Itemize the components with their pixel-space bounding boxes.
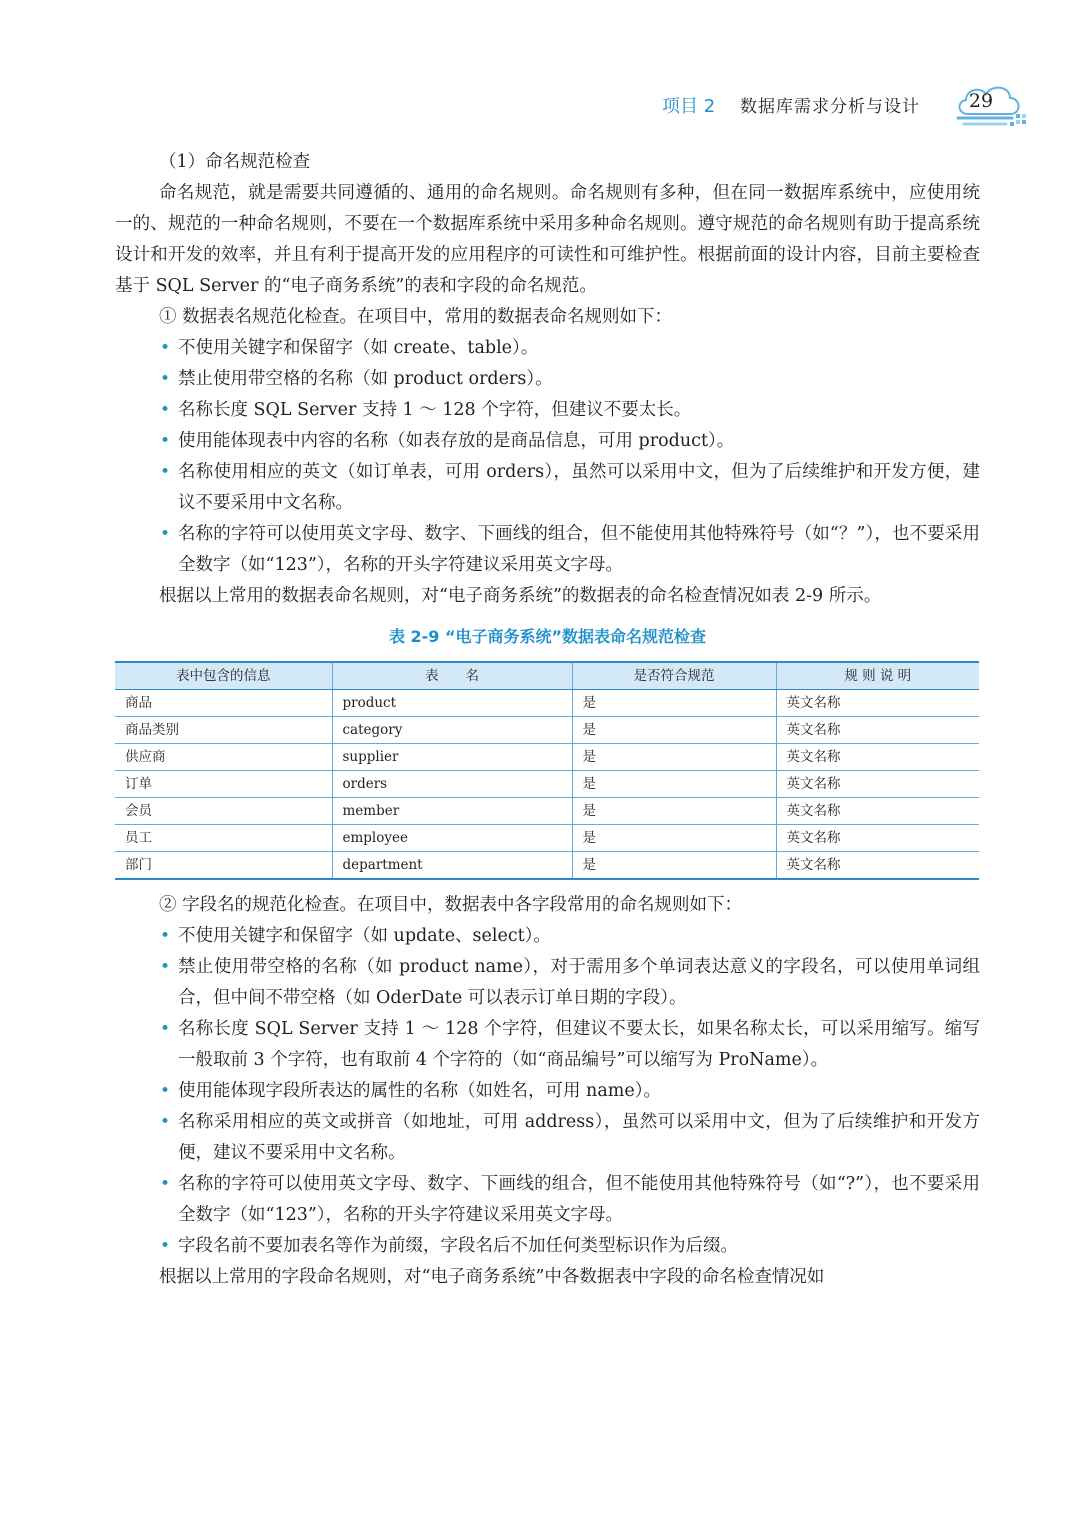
bullet-icon: • [160, 1112, 171, 1132]
bullet-icon: • [160, 462, 171, 482]
header-project: 项目 2 [662, 96, 716, 117]
table-cell: 订单 [115, 771, 332, 798]
bullet-icon: • [160, 369, 171, 389]
table-row [115, 690, 979, 717]
bullet-item [115, 457, 980, 519]
bullet-item [115, 1014, 980, 1076]
bullet-icon: • [160, 926, 171, 946]
table-cell: 英文名称 [776, 825, 979, 852]
bullet-text: 名称长度 SQL Server 支持 1 ～ 128 个字符，但建议不要太长。 [178, 400, 692, 420]
column-header: 表 名 [332, 662, 572, 690]
bullet-item [115, 364, 980, 395]
table-cell: 英文名称 [776, 852, 979, 880]
column-header: 表中包含的信息 [115, 662, 332, 690]
bullet-item [115, 1231, 980, 1262]
table-cell: 商品类别 [115, 717, 332, 744]
table-cell: 是 [572, 771, 776, 798]
bullet-icon: • [160, 400, 171, 420]
table-cell: category [332, 717, 572, 744]
table-row [115, 798, 979, 825]
table-caption: 表 2-9 “电子商务系统”数据表命名规范检查 [388, 627, 707, 646]
table-cell: 英文名称 [776, 771, 979, 798]
bullet-text: 名称长度 SQL Server 支持 1 ～ 128 个字符，但建议不要太长，如果名称太长，可以采用缩写。缩写一般取前 3 个字符，也有取前 4 个字符的（如“商品编号”可以缩写为 ProName）。 [178, 1019, 980, 1070]
bullet-item [115, 1107, 980, 1169]
bullet-icon: • [160, 524, 171, 544]
table-cell: 部门 [115, 852, 332, 880]
table-cell: 是 [572, 852, 776, 880]
table-cell: product [332, 690, 572, 717]
column-header: 是否符合规范 [572, 662, 776, 690]
table-rules-heading: ① 数据表名规范化检查。在项目中，常用的数据表命名规则如下： [159, 307, 673, 327]
bullet-icon: • [160, 1174, 171, 1194]
intro-paragraph: 命名规范，就是需要共同遵循的、通用的命名规则。命名规则有多种，但在同一数据库系统中，应使用统一的、规范的一种命名规则，不要在一个数据库系统中采用多种命名规则。遵守规范的命名规则有助于提高系统设计和开发的效率，并且有利于提高开发的应用程序的可读性和可维护性。根据前面的设计内容，目前主要检查基于 SQL Server 的“电子商务系统”的表和字段的命名规范。 [115, 183, 980, 296]
table-rules-conclusion: 根据以上常用的数据表命名规则，对“电子商务系统”的数据表的命名检查情况如表 2-9 所示。 [159, 586, 882, 606]
bullet-item [115, 952, 980, 1014]
table-row [115, 744, 979, 771]
bullet-text: 名称采用相应的英文或拼音（如地址，可用 address），虽然可以采用中文，但为了后续维护和开发方便，建议不要采用中文名称。 [178, 1112, 980, 1163]
table-cell: 供应商 [115, 744, 332, 771]
section-title: （1）命名规范检查 [159, 152, 311, 172]
table-cell: 是 [572, 798, 776, 825]
bullet-text: 字段名前不要加表名等作为前缀，字段名后不加任何类型标识作为后缀。 [178, 1236, 738, 1256]
table-cell: 英文名称 [776, 798, 979, 825]
bullet-item [115, 519, 980, 581]
bullet-item [115, 395, 980, 426]
table-cell: employee [332, 825, 572, 852]
table-cell: 英文名称 [776, 744, 979, 771]
table-cell: 会员 [115, 798, 332, 825]
column-header: 规 则 说 明 [776, 662, 979, 690]
bullet-item [115, 333, 980, 364]
bullet-icon: • [160, 957, 171, 977]
page-number: 29 [968, 90, 994, 112]
table-cell: 英文名称 [776, 717, 979, 744]
table-cell: member [332, 798, 572, 825]
table-cell: orders [332, 771, 572, 798]
field-rules-conclusion: 根据以上常用的字段命名规则，对“电子商务系统”中各数据表中字段的命名检查情况如 [159, 1267, 825, 1287]
field-rules-heading: ② 字段名的规范化检查。在项目中，数据表中各字段常用的命名规则如下： [159, 895, 743, 915]
bullet-item [115, 1169, 980, 1231]
table-header-row [115, 662, 979, 690]
bullet-text: 禁止使用带空格的名称（如 product orders）。 [178, 369, 553, 389]
table-row [115, 852, 979, 880]
page-header [0, 84, 1088, 134]
bullet-item [115, 1076, 980, 1107]
table-row [115, 717, 979, 744]
bullet-icon: • [160, 431, 171, 451]
table-cell: 英文名称 [776, 690, 979, 717]
bullet-text: 名称的字符可以使用英文字母、数字、下画线的组合，但不能使用其他特殊符号（如“?”），也不要采用全数字（如“123”），名称的开头字符建议采用英文字母。 [178, 1174, 980, 1225]
table-cell: 是 [572, 825, 776, 852]
table-cell: 商品 [115, 690, 332, 717]
table-cell: 是 [572, 744, 776, 771]
bullet-text: 使用能体现表中内容的名称（如表存放的是商品信息，可用 product）。 [178, 431, 735, 451]
header-chapter-title: 数据库需求分析与设计 [740, 97, 920, 117]
bullet-text: 禁止使用带空格的名称（如 product name），对于需用多个单词表达意义的字段名，可以使用单词组合，但中间不带空格（如 OderDate 可以表示订单日期的字段）。 [178, 957, 980, 1008]
naming-check-table [115, 661, 979, 880]
table-cell: 是 [572, 717, 776, 744]
bullet-item [115, 921, 980, 952]
bullet-icon: • [160, 338, 171, 358]
bullet-text: 使用能体现字段所表达的属性的名称（如姓名，可用 name）。 [178, 1081, 661, 1101]
bullet-icon: • [160, 1236, 171, 1256]
page-content [115, 147, 980, 1293]
bullet-text: 名称使用相应的英文（如订单表，可用 orders），虽然可以采用中文，但为了后续维护和开发方便，建议不要采用中文名称。 [178, 462, 980, 513]
bullet-text: 不使用关键字和保留字（如 update、select）。 [178, 926, 551, 946]
table-cell: 是 [572, 690, 776, 717]
table-row [115, 825, 979, 852]
table-row [115, 771, 979, 798]
bullet-item [115, 426, 980, 457]
bullet-icon: • [160, 1081, 171, 1101]
bullet-icon: • [160, 1019, 171, 1039]
table-cell: 员工 [115, 825, 332, 852]
table-cell: supplier [332, 744, 572, 771]
bullet-text: 不使用关键字和保留字（如 create、table）。 [178, 338, 539, 358]
bullet-text: 名称的字符可以使用英文字母、数字、下画线的组合，但不能使用其他特殊符号（如“？”），也不要采用全数字（如“123”），名称的开头字符建议采用英文字母。 [178, 524, 980, 575]
table-cell: department [332, 852, 572, 880]
